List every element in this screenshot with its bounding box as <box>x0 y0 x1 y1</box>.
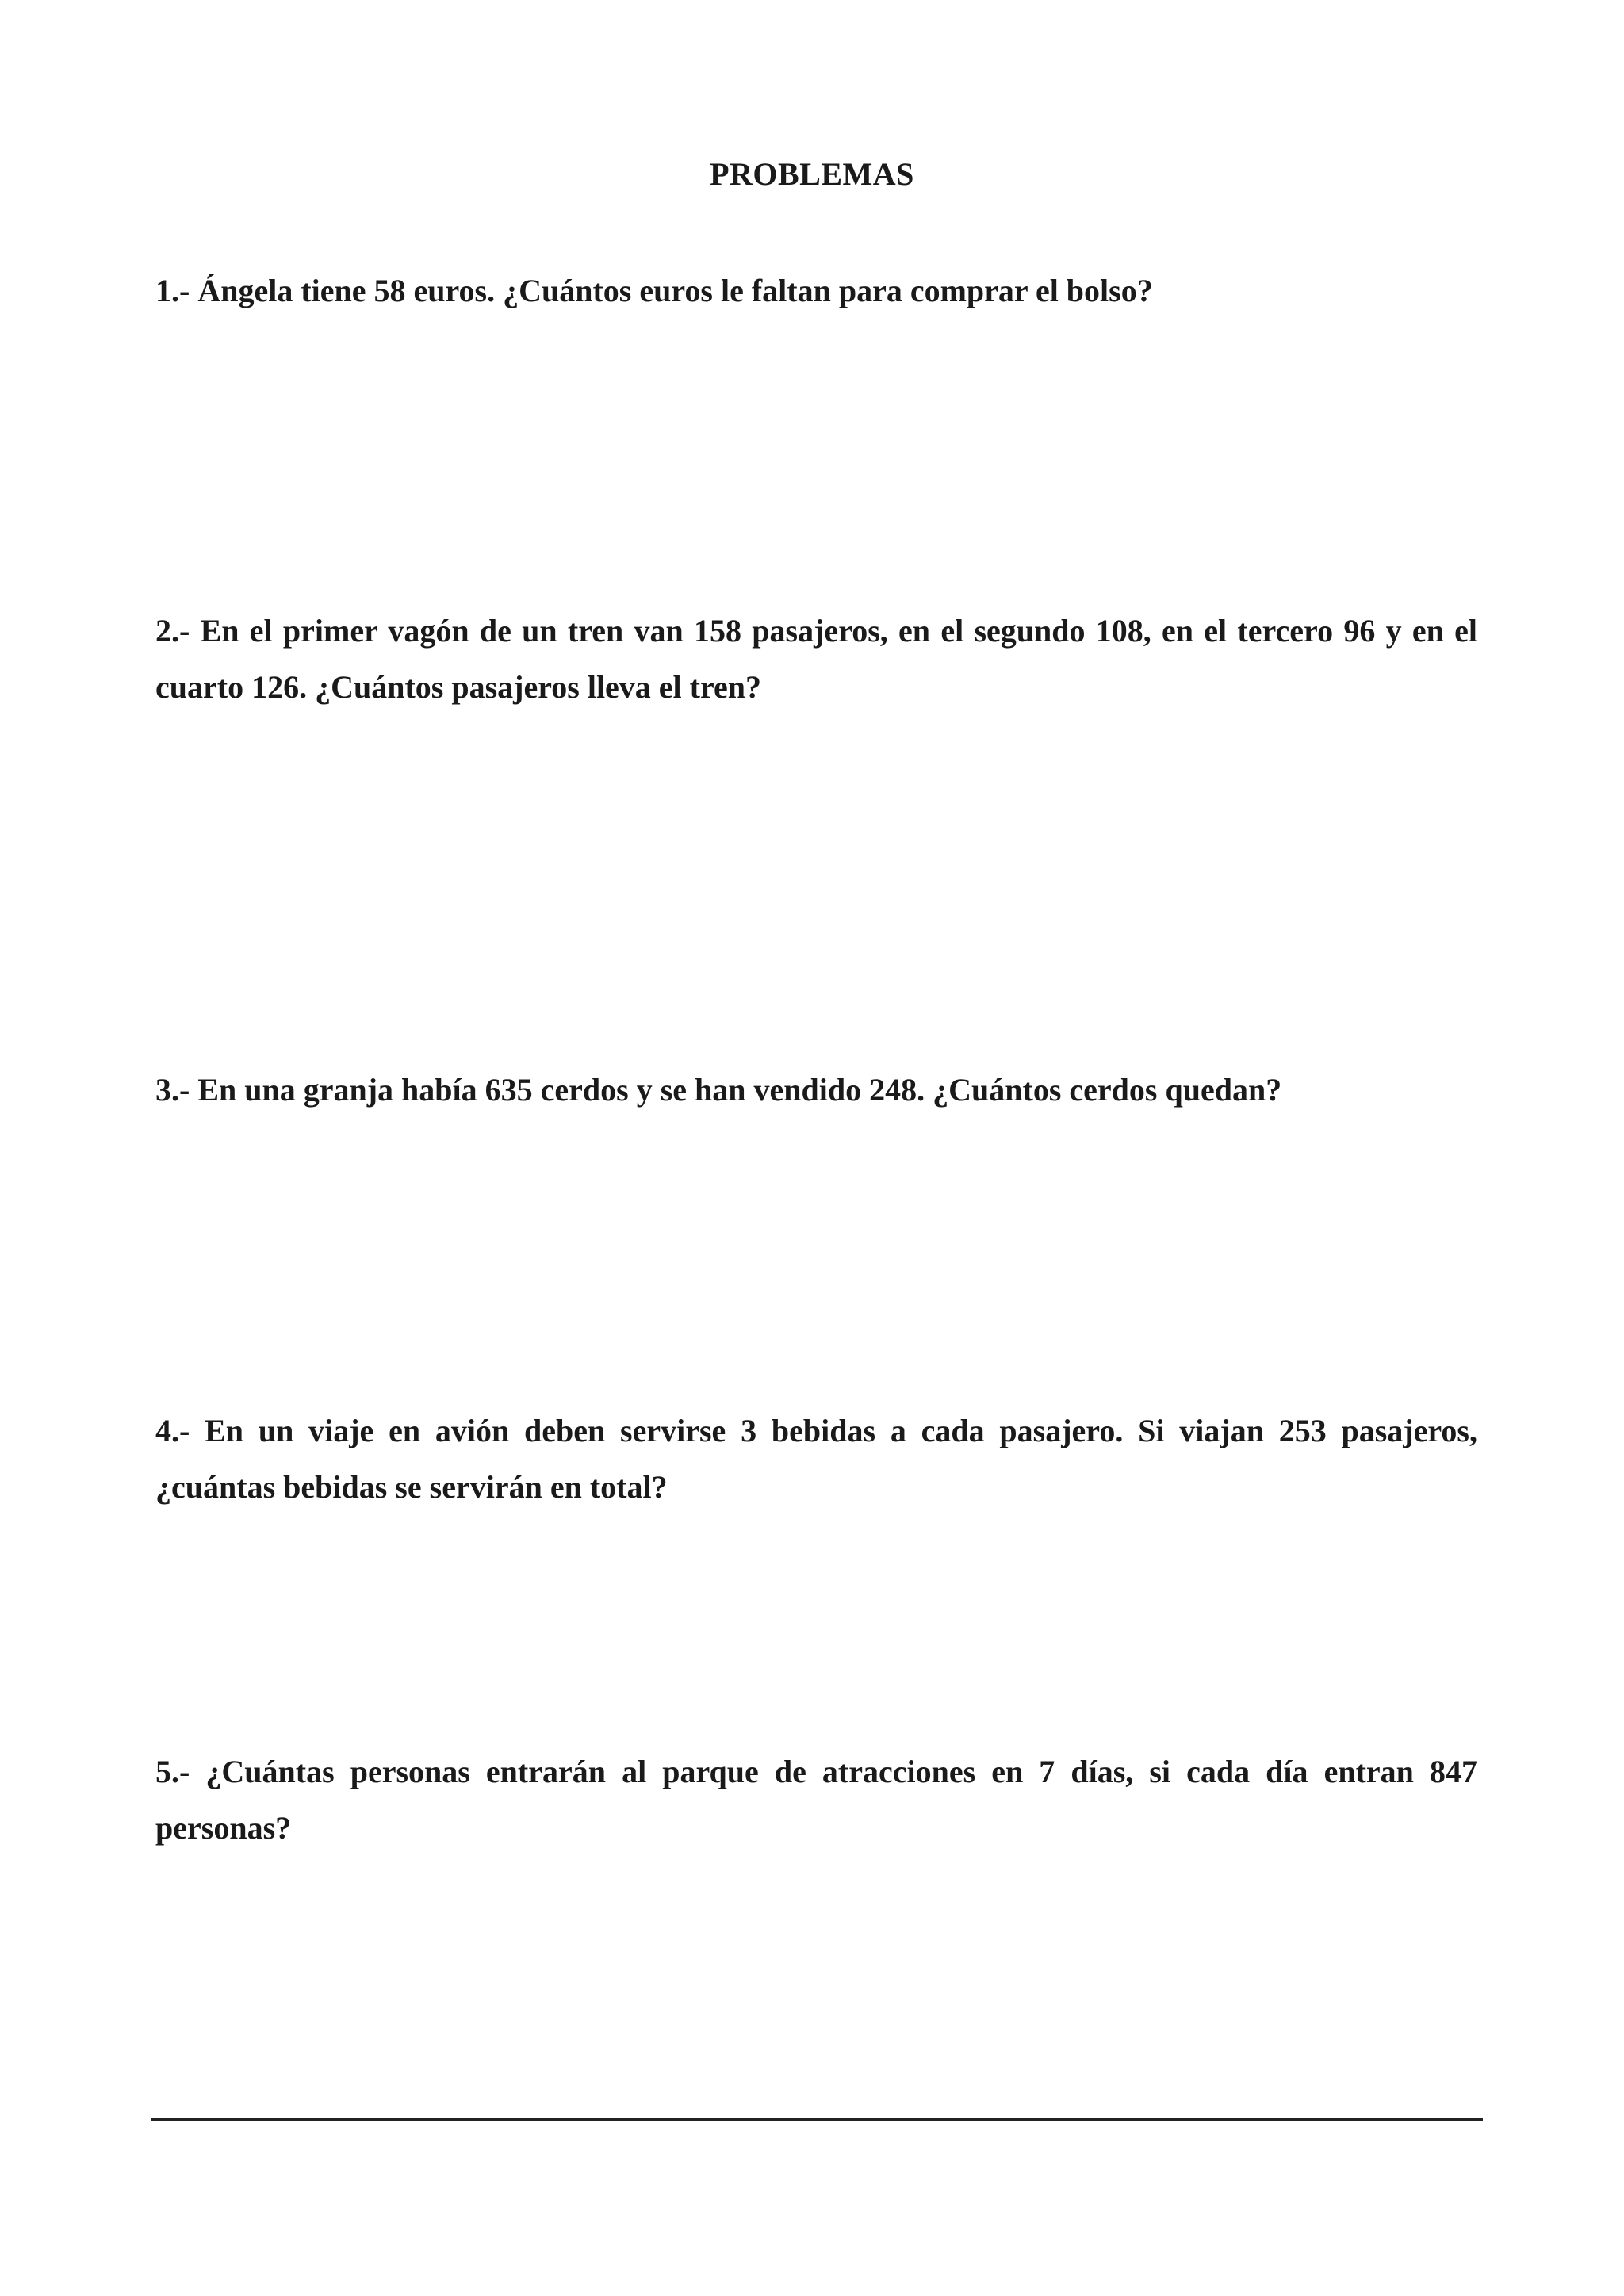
problem-2: 2.- En el primer vagón de un tren van 158 pasajeros, en el segundo 108, en el tercero 96 y en el cuarto 126. ¿Cuántos pasajeros lleva el tren? <box>155 613 1477 705</box>
page-title: PROBLEMAS <box>710 156 914 192</box>
problem-4: 4.- En un viaje en avión deben servirse 3 bebidas a cada pasajero. Si viajan 253 pasajeros, ¿cuántas bebidas se servirán en total? <box>155 1413 1477 1505</box>
problem-5: 5.- ¿Cuántas personas entrarán al parque de atracciones en 7 días, si cada día entran 847 personas? <box>155 1754 1477 1846</box>
problem-1: 1.- Ángela tiene 58 euros. ¿Cuántos euros le faltan para comprar el bolso? <box>155 273 1153 308</box>
problem-3: 3.- En una granja había 635 cerdos y se han vendido 248. ¿Cuántos cerdos quedan? <box>155 1072 1282 1108</box>
bottom-divider <box>151 2118 1483 2121</box>
